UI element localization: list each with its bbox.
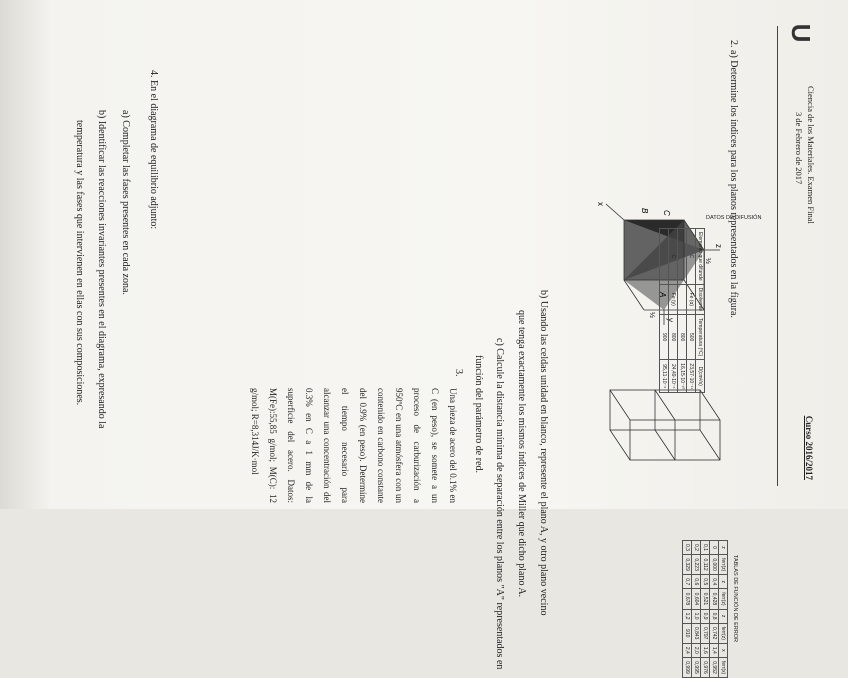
table-cell: 0,995 (692, 657, 701, 677)
table-cell (660, 284, 669, 314)
diffusion-table-caption: DATOS DE DIFUSIÓN (706, 215, 762, 221)
table-cell: 2,4 (683, 643, 692, 657)
table-cell: 0,7 (683, 575, 692, 589)
exam-date: 3 de Febrero de 2017 (794, 112, 804, 185)
table-cell: 0,999 (683, 657, 692, 677)
q2a-text: 2. a) Determine los índices para los planos representados en la figura. (728, 40, 739, 318)
table-cell: 800 (678, 315, 687, 360)
half-label-side: ½ (648, 312, 655, 318)
axis-z-label: z (714, 244, 723, 248)
q2b-line2: que tenga exactamente los mismos índices de Miller que dicho plano A. (516, 310, 527, 598)
half-label-top: ½ (704, 258, 711, 264)
table-cell: 0,797 (701, 623, 710, 643)
header-cell: Elemento que difunde (696, 229, 705, 285)
table-row (701, 541, 710, 678)
table-cell: 23,57·10⁻¹¹ (687, 360, 696, 393)
header-cell: ferr(z) (719, 554, 728, 574)
table-cell (678, 229, 687, 285)
header-cell: ferr(z) (719, 589, 728, 609)
q4b-line1: b) Identificar las reacciones invariantes presentes en el diagrama, expresando la (96, 110, 107, 429)
q3-text: Una pieza de acero del 0.1% en C (en peso), se somete a un proceso de carburización a 950ºC en una atmósfera con un contenido en carbono constante del 0.9% (en peso). Determine el tiempo necesario para alcanzar una concentración del 0.3% en C a 1 mm de la superficie del acero. Datos: M(Fe):55,85 g/mol; M(C): 12 g/mol; R=8,314J/K·mol (250, 388, 458, 503)
table-cell: 0,521 (701, 589, 710, 609)
table-cell: 0,2 (692, 541, 701, 555)
table-cell: C (687, 229, 696, 285)
table-row (678, 229, 687, 393)
table-cell: 1,2 (683, 609, 692, 623)
table-cell: 0,112 (701, 554, 710, 574)
table-cell: 0,428 (710, 589, 719, 609)
table-cell: 0,223 (692, 554, 701, 574)
plane-c-label: C (662, 210, 671, 216)
q2b-line1: b) Usando las celdas unidad en blanco, represente el plano A, y otro plano vecino (538, 290, 549, 616)
table-cell: C (669, 229, 678, 285)
diffusion-table (659, 228, 705, 393)
header-cell: ferr(z) (719, 623, 728, 643)
table-cell: 900 (660, 315, 669, 360)
header-cell: z (719, 575, 728, 589)
table-cell: 24,49·10⁻⁸ (669, 360, 678, 393)
table-cell: 0,329 (683, 554, 692, 574)
header-rule (777, 26, 778, 486)
header-cell: x (719, 643, 728, 657)
q3-number: 3. (453, 369, 464, 377)
table-row (692, 541, 701, 678)
table-cell: 1,4 (710, 643, 719, 657)
table-cell: 0,604 (692, 589, 701, 609)
table-cell: 1,0 (692, 609, 701, 623)
header-cell: Temperatura (ºC) (696, 315, 705, 360)
table-cell: 16,15·10⁻¹⁰ (678, 360, 687, 393)
table-cell: 500 (687, 315, 696, 360)
course-year: Curso 2016/2017 (804, 415, 814, 480)
table-cell: 0,5 (701, 575, 710, 589)
table-row (710, 541, 719, 678)
table-cell: 800 (669, 315, 678, 360)
erf-table (682, 540, 728, 678)
header-cell: Disolvente (696, 284, 705, 314)
table-cell: 1,6 (701, 643, 710, 657)
table-cell: 0,9 (701, 609, 710, 623)
plane-b-label: B (640, 208, 649, 214)
university-logo-icon: U (786, 23, 816, 43)
table-cell: Fe (γ) (669, 284, 678, 314)
q2c-line2: función del parámetro de red. (473, 355, 484, 474)
table-cell: 0,6 (692, 575, 701, 589)
table-header-row (719, 541, 728, 678)
exam-header (772, 16, 820, 486)
table-cell (678, 284, 687, 314)
table-cell: 910 (683, 623, 692, 643)
table-cell: 0,976 (701, 657, 710, 677)
header-cell: z (719, 541, 728, 555)
table-cell: 0,4 (710, 575, 719, 589)
table-row (687, 229, 696, 393)
table-cell: 0,000 (710, 554, 719, 574)
erf-table-caption: TABLAS DE FUNCIÓN DE ERROR (732, 555, 738, 642)
axis-y-label: y (666, 318, 675, 322)
header-cell: ferr(x) (719, 657, 728, 677)
table-cell: 0 (710, 541, 719, 555)
q4b-line2: temperatura y las fases que intervienen en ellas con sus composiciones. (74, 120, 85, 406)
q2c-line1: c) Calcule la distancia mínima de separación entre los planos "A" representados en (494, 338, 505, 670)
q4-intro: 4. En el diagrama de equilibrio adjunto: (148, 70, 159, 230)
table-cell: 0,952 (710, 657, 719, 677)
table-cell: 0,1 (701, 541, 710, 555)
table-cell: 0,678 (683, 589, 692, 609)
axis-x-label: x (596, 202, 605, 206)
table-cell: 95,11·10⁻⁸ (660, 360, 669, 393)
table-cell: 0,742 (710, 623, 719, 643)
header-cell: D(cm²/s) (696, 360, 705, 393)
table-row (683, 541, 692, 678)
plane-a-label: A (658, 292, 667, 298)
exam-title: Ciencia de los Materiales. Examen Final (806, 86, 816, 224)
table-cell: 0,3 (683, 541, 692, 555)
table-cell: Fe (α) (687, 284, 696, 314)
table-cell (660, 229, 669, 285)
table-cell: 0,8 (710, 609, 719, 623)
table-row (660, 229, 669, 393)
table-row (669, 229, 678, 393)
q4a-text: a) Completar las fases presentes en cada zona. (120, 110, 131, 295)
table-header-row (696, 229, 705, 393)
table-cell: 0,843 (692, 623, 701, 643)
header-cell: z (719, 609, 728, 623)
table-cell: 2,0 (692, 643, 701, 657)
